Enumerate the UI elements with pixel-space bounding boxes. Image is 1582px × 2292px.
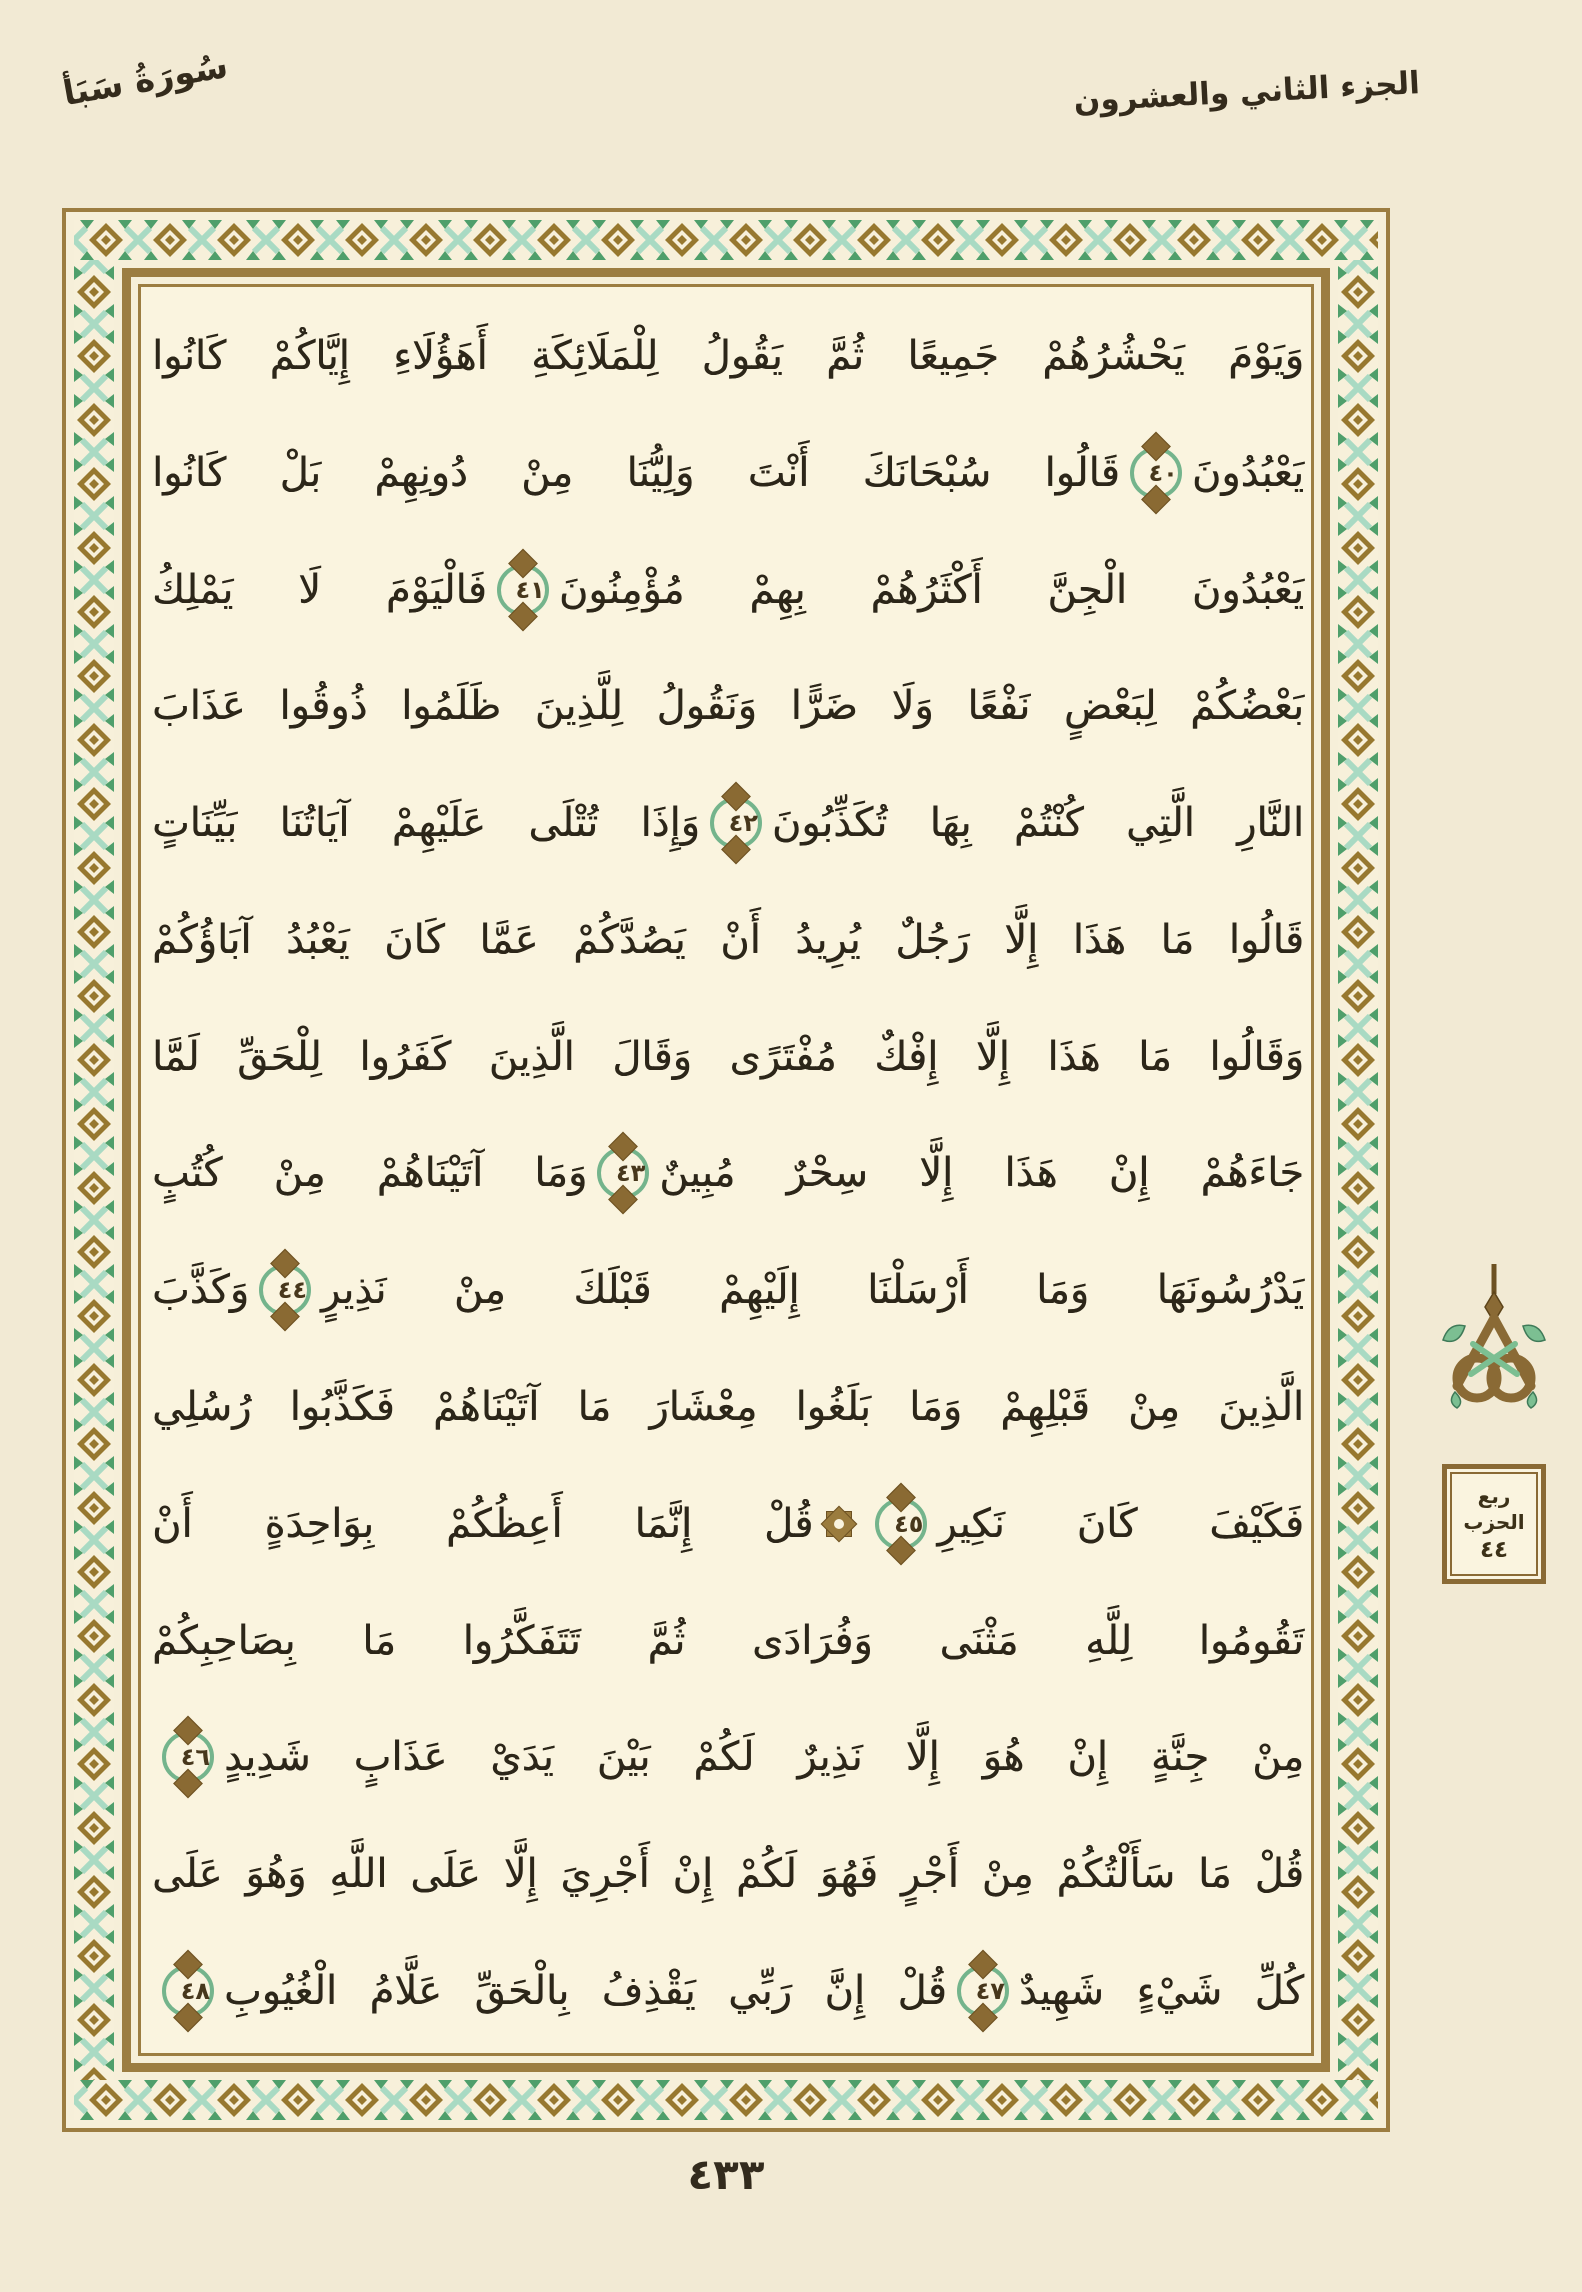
border-pattern-top	[74, 220, 1378, 260]
quran-line	[152, 884, 1304, 994]
ayah-number-marker: ٤٢	[710, 797, 762, 849]
ayah-text: قَالُوا مَا هَذَا إِلَّا رَجُلٌ يُرِيدُ أَنْ يَصُدَّكُمْ عَمَّا كَانَ يَعْبُدُ آبَاؤُكُمْ	[152, 916, 1304, 963]
ayah-number-marker: ٤١	[497, 564, 549, 616]
ayah-text: يَدْرُسُونَهَا وَمَا أَرْسَلْنَا إِلَيْهِمْ قَبْلَكَ مِنْ نَذِيرٍ	[321, 1267, 1304, 1314]
quran-line	[152, 1001, 1304, 1111]
page-number: ٤٣٣	[687, 2150, 765, 2199]
quran-line	[152, 1117, 1304, 1227]
ayah-text: وَيَوْمَ يَحْشُرُهُمْ جَمِيعًا ثُمَّ يَقُولُ لِلْمَلَائِكَةِ أَهَؤُلَاءِ إِيَّاكُمْ كَانُوا	[152, 333, 1304, 379]
hizb-label-top: ربع	[1477, 1484, 1511, 1508]
quran-text	[152, 300, 1304, 2045]
border-pattern-right	[1338, 260, 1378, 2080]
hizb-label-box	[1442, 1464, 1546, 1584]
ayah-text: فَالْيَوْمَ لَا يَمْلِكُ	[152, 566, 487, 613]
ayah-text: فَكَيْفَ كَانَ نَكِيرِ	[937, 1500, 1304, 1547]
border-pattern-bottom	[74, 2080, 1378, 2120]
hizb-quarter-marker	[1433, 1262, 1555, 1584]
ayah-text: وَإِذَا تُتْلَى عَلَيْهِمْ آيَاتُنَا بَيِّنَاتٍ	[152, 800, 700, 847]
ayah-text: يَعْبُدُونَ الْجِنَّ أَكْثَرُهُمْ بِهِمْ مُؤْمِنُونَ	[558, 566, 1305, 613]
ayah-text: الَّذِينَ مِنْ قَبْلِهِمْ وَمَا بَلَغُوا مِعْشَارَ مَا آتَيْنَاهُمْ فَكَذَّبُوا رُسُلِي	[152, 1384, 1304, 1431]
quran-line	[152, 1935, 1304, 2045]
ayah-text: يَعْبُدُونَ	[1191, 449, 1304, 496]
ayah-text: النَّارِ الَّتِي كُنْتُمْ بِهَا تُكَذِّبُونَ	[771, 800, 1304, 847]
quran-line	[152, 1351, 1304, 1461]
ayah-number-marker: ٤٠	[1130, 447, 1182, 499]
ayah-text: قُلْ إِنَّ رَبِّي يَقْذِفُ بِالْحَقِّ عَلَّامُ الْغُيُوبِ	[224, 1967, 947, 2014]
ayah-text: وَقَالُوا مَا هَذَا إِلَّا إِفْكٌ مُفْتَرًى وَقَالَ الَّذِينَ كَفَرُوا لِلْحَقِّ لَمَّا	[152, 1033, 1304, 1080]
ayah-number-marker: ٤٣	[597, 1147, 649, 1199]
surah-title: سُورَةُ سَبَأ	[60, 45, 231, 115]
quran-line	[152, 1468, 1304, 1578]
quran-line	[152, 300, 1304, 410]
ayah-number-marker: ٤٤	[259, 1264, 311, 1316]
ayah-number-marker: ٤٦	[162, 1731, 214, 1783]
quran-line	[152, 534, 1304, 644]
ayah-text: جَاءَهُمْ إِنْ هَذَا إِلَّا سِحْرٌ مُبِينٌ	[659, 1150, 1304, 1197]
ayah-text: بَعْضُكُمْ لِبَعْضٍ نَفْعًا وَلَا ضَرًّا وَنَقُولُ لِلَّذِينَ ظَلَمُوا ذُوقُوا عَذَابَ	[152, 683, 1304, 730]
juz-title: الجزء الثاني والعشرون	[1072, 65, 1421, 120]
quran-line	[152, 1701, 1304, 1811]
quran-line	[152, 650, 1304, 760]
ayah-text: وَكَذَّبَ	[152, 1267, 250, 1314]
quran-line	[152, 417, 1304, 527]
ayah-text: قُلْ إِنَّمَا أَعِظُكُمْ بِوَاحِدَةٍ أَنْ	[152, 1500, 814, 1547]
quran-line	[152, 767, 1304, 877]
hizb-label-bottom: الحزب	[1463, 1510, 1525, 1534]
ayah-text: كُلِّ شَيْءٍ شَهِيدٌ	[1018, 1967, 1304, 2014]
hizb-number: ٤٤	[1479, 1537, 1509, 1563]
ayah-text: تَقُومُوا لِلَّهِ مَثْنَى وَفُرَادَى ثُمَّ تَتَفَكَّرُوا مَا بِصَاحِبِكُمْ	[152, 1617, 1304, 1664]
hizb-knot-icon	[1435, 1262, 1553, 1458]
quran-line	[152, 1818, 1304, 1928]
ayah-number-marker: ٤٧	[957, 1965, 1009, 2017]
ayah-text: وَمَا آتَيْنَاهُمْ مِنْ كُتُبٍ	[152, 1150, 588, 1197]
rub-el-hizb-icon	[821, 1506, 857, 1542]
quran-line	[152, 1585, 1304, 1695]
ayah-text: قَالُوا سُبْحَانَكَ أَنْتَ وَلِيُّنَا مِنْ دُونِهِمْ بَلْ كَانُوا	[152, 449, 1120, 496]
ayah-text: قُلْ مَا سَأَلْتُكُمْ مِنْ أَجْرٍ فَهُوَ لَكُمْ إِنْ أَجْرِيَ إِلَّا عَلَى اللَّهِ وَهُوَ عَلَى	[152, 1851, 1304, 1898]
ayah-number-marker: ٤٨	[162, 1965, 214, 2017]
border-pattern-left	[74, 260, 114, 2080]
ayah-number-marker: ٤٥	[875, 1498, 927, 1550]
quran-line	[152, 1234, 1304, 1344]
ayah-text: مِنْ جِنَّةٍ إِنْ هُوَ إِلَّا نَذِيرٌ لَكُمْ بَيْنَ يَدَيْ عَذَابٍ شَدِيدٍ	[224, 1734, 1304, 1781]
